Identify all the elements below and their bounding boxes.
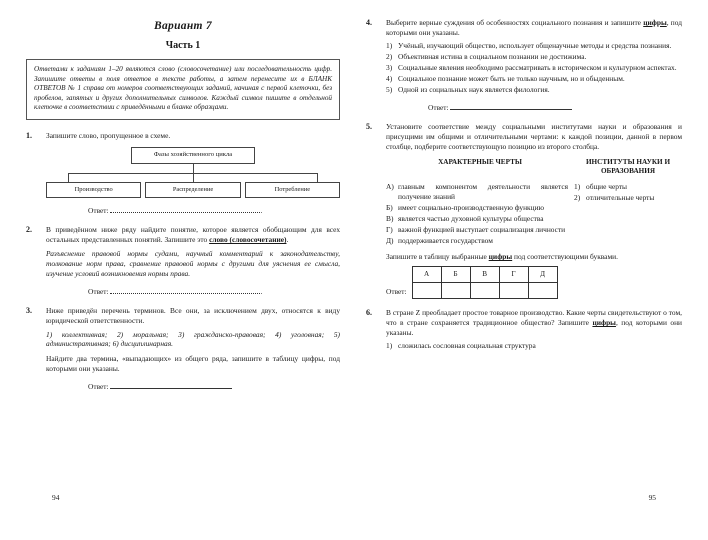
option-number: 5) (386, 84, 393, 94)
task-4-prompt-part-c: , под которыми они указаны. (386, 18, 682, 37)
grid-header-cell: А (412, 267, 441, 283)
option-text: Социальное познание может быть не только научным, но и обыденным. (398, 73, 625, 83)
grid-header-cell: В (470, 267, 499, 283)
item-label: А) (386, 182, 394, 192)
list-item (386, 41, 682, 51)
task-4-answer (386, 101, 682, 113)
part-title: Часть 1 (165, 40, 201, 51)
task-2-prompt (46, 225, 340, 245)
scheme-top-box: Фазы хозяйственного цикла (131, 147, 255, 163)
page-columns (26, 18, 682, 512)
scheme-drop (317, 174, 318, 182)
option-text: сложилась сословная социальная структура (398, 341, 536, 351)
item-label: 1) (574, 182, 581, 192)
option-number: 4) (386, 73, 393, 83)
answer-label: Ответ: (88, 286, 109, 296)
task-6-prompt-part-a: В стране Z преобладает простое товарное производство. Какие черты свидетельствуют о том, что в стране сохраняется традиционное общество? Запишите (386, 308, 682, 328)
grid-header-cell: Б (441, 267, 470, 283)
task-5-instruction-a: Запишите в таблицу выбранные (386, 252, 489, 262)
task-3-number: 3. (26, 305, 32, 315)
answer-label: Ответ: (386, 287, 407, 297)
task-6-prompt-highlight: цифры (592, 318, 616, 328)
grid-header-cell: Д (528, 267, 557, 283)
task-4-prompt-highlight: цифры (643, 18, 667, 27)
task-5-instruction-highlight: цифры (488, 252, 513, 262)
task-4-body (386, 18, 682, 113)
table-row (412, 267, 557, 283)
task-2-number: 2. (26, 225, 32, 235)
answer-grid[interactable] (412, 266, 558, 299)
task-4-options (386, 41, 682, 95)
item-text: отличительные черты (586, 193, 655, 203)
match-header-left: ХАРАКТЕРНЫЕ ЧЕРТЫ (438, 158, 522, 167)
scheme-boxes (46, 182, 340, 199)
grid-answer-cell[interactable] (441, 283, 470, 299)
task-6-prompt-part-c: , под которыми они указаны. (386, 318, 682, 338)
task-3-answer (46, 380, 340, 392)
scheme-connector-horizontal (68, 173, 318, 174)
task-5-instruction (386, 252, 682, 262)
task-1-prompt: Запишите слово, пропущенное в схеме. (46, 130, 171, 140)
scheme-drop (68, 174, 69, 182)
task-6 (366, 308, 682, 352)
answer-label: Ответ: (88, 382, 109, 392)
item-label: Г) (386, 225, 393, 235)
task-2-terms: Разъяснение правовой нормы судами, научный комментарий к законодательству, толкование норм права, сравнение правовой нормы с другими для уяснения ее смысла, изучение условий возникновения нормы права. (46, 249, 341, 278)
list-item (386, 74, 682, 84)
task-6-number: 6. (366, 308, 373, 318)
answer-blank[interactable] (110, 204, 260, 213)
answer-label: Ответ: (428, 102, 449, 112)
scheme-connector-drops (68, 174, 318, 182)
task-5-number: 5. (366, 121, 373, 131)
scheme-drop (193, 174, 194, 182)
list-item (574, 193, 682, 203)
task-4-prompt-part-a: Выберите верные суждения об особенностях социального познания и запишите (386, 18, 644, 27)
task-6-prompt (386, 308, 682, 338)
list-item (386, 236, 568, 246)
grid-answer-cell[interactable] (470, 283, 499, 299)
grid-header-cell: Г (499, 267, 528, 283)
list-item (386, 52, 682, 62)
list-item (386, 63, 682, 73)
item-label: Д) (386, 236, 394, 246)
list-item (386, 85, 682, 95)
right-column (366, 18, 682, 512)
option-text: Одной из социальных наук является филология. (398, 84, 550, 94)
task-3-prompt: Ниже приведён перечень терминов. Все они, за исключением двух, относятся к виду юридической ответственности. (46, 305, 341, 325)
option-number: 2) (386, 51, 393, 61)
table-row (412, 283, 557, 299)
task-5 (366, 122, 682, 300)
option-text: Социальные явления необходимо рассматривать в историческом и культурном аспектах. (398, 62, 677, 72)
task-1 (26, 131, 340, 217)
task-1-answer: Ответ: . (88, 206, 263, 216)
item-text: является частью духовной культуры общества (398, 214, 544, 224)
match-header-right: ИНСТИТУТЫ НАУКИ И ОБРАЗОВАНИЯ (585, 158, 671, 176)
option-number: 1) (386, 40, 393, 50)
grid-answer-cell[interactable] (412, 283, 441, 299)
grid-answer-cell[interactable] (499, 283, 528, 299)
answer-label: Ответ: (88, 206, 109, 216)
task-2-prompt-part-c: . (286, 235, 289, 245)
answer-blank[interactable] (450, 101, 572, 110)
task-2-answer: Ответ: . (88, 286, 263, 296)
item-text: имеет социально-производственную функцию (398, 203, 545, 213)
option-text: Объективная истина в социальном познании не достижима. (398, 51, 587, 61)
item-text: важной функцией выступает социализация личности (398, 225, 566, 235)
task-2 (26, 225, 340, 297)
task-1-number: 1. (26, 130, 32, 140)
task-3 (26, 306, 340, 392)
task-6-options (386, 341, 682, 351)
task-6-body (386, 308, 682, 352)
task-3-terms: 1) коллективная; 2) моральная; 3) гражданско-правовая; 4) уголовная; 5) административная; 6) дисциплинарная. (46, 329, 341, 349)
scheme-box: Распределение (145, 182, 240, 199)
answer-blank[interactable] (110, 285, 260, 294)
answer-blank[interactable] (110, 380, 232, 389)
option-number: 3) (386, 62, 393, 72)
task-5-match-body (386, 179, 682, 247)
list-item (386, 182, 568, 202)
list-item (386, 225, 568, 235)
scheme-box: Производство (46, 182, 141, 199)
option-number: 1) (386, 341, 393, 351)
task-1-scheme (46, 147, 340, 198)
grid-answer-cell[interactable] (528, 283, 557, 299)
page-number-left: 94 (52, 493, 60, 502)
page-number-right: 95 (648, 493, 656, 502)
match-right-items (574, 182, 682, 247)
list-item (386, 203, 568, 213)
left-column (26, 18, 340, 512)
task-5-prompt: Установите соответствие между социальными институтами науки и образования и присущими им общими и отличительными чертами: к каждой позиции, данной в первом столбце, подберите соответствующую позицию из второго столбца. (386, 121, 682, 151)
scheme-connector-vertical (193, 164, 194, 173)
item-text: общие черты (586, 182, 628, 192)
item-text: поддерживается государством (398, 236, 493, 246)
task-3-question: Найдите два термина, «выпадающих» из общего ряда, запишите в таблицу цифры, под которыми они указаны. (46, 354, 341, 374)
task-4-prompt (386, 18, 682, 38)
item-label: В) (386, 214, 394, 224)
task-5-instruction-c: под соответствующими буквами. (512, 252, 618, 262)
task-5-answer (386, 262, 682, 299)
task-4 (366, 18, 682, 113)
task-2-body (46, 225, 340, 297)
item-label: 2) (574, 193, 581, 203)
item-text: главным компонентом деятельности является получение знаний (398, 182, 568, 202)
task-2-prompt-part-a: В приведённом ниже ряду найдите понятие, которое является обобщающим для всех остальных представленных понятий. Запишите это (46, 225, 341, 245)
instruction-box (26, 59, 340, 120)
task-1-body (46, 131, 340, 217)
option-text: Учёный, изучающий общество, использует общенаучные методы и средства познания. (398, 40, 672, 50)
task-5-body (386, 122, 682, 300)
list-item (574, 182, 682, 192)
item-label: Б) (386, 203, 393, 213)
task-3-body (46, 306, 340, 392)
instruction-text: Ответами к заданиям 1–20 являются слово (словосочетание) или последовательность цифр. Запишите ответы в поля ответов в тексте работы, а затем перенесите их в БЛАНК ОТВЕТОВ № 1 справа от номеров соответствующих заданий, начиная с первой клеточки, без пробелов, запятых и других дополнительных символов. Каждый символ пишите в отдельной клеточке в соответствии с приведёнными в бланке образцами. (34, 65, 333, 111)
page-title: Вариант 7 (154, 20, 212, 32)
list-item (386, 341, 682, 351)
task-5-match-headers (386, 158, 682, 176)
task-4-number: 4. (366, 18, 373, 27)
task-2-prompt-highlight: слово (словосочетание) (209, 235, 287, 245)
scheme-box: Потребление (245, 182, 340, 199)
list-item (386, 214, 568, 224)
match-left-items (386, 182, 568, 247)
